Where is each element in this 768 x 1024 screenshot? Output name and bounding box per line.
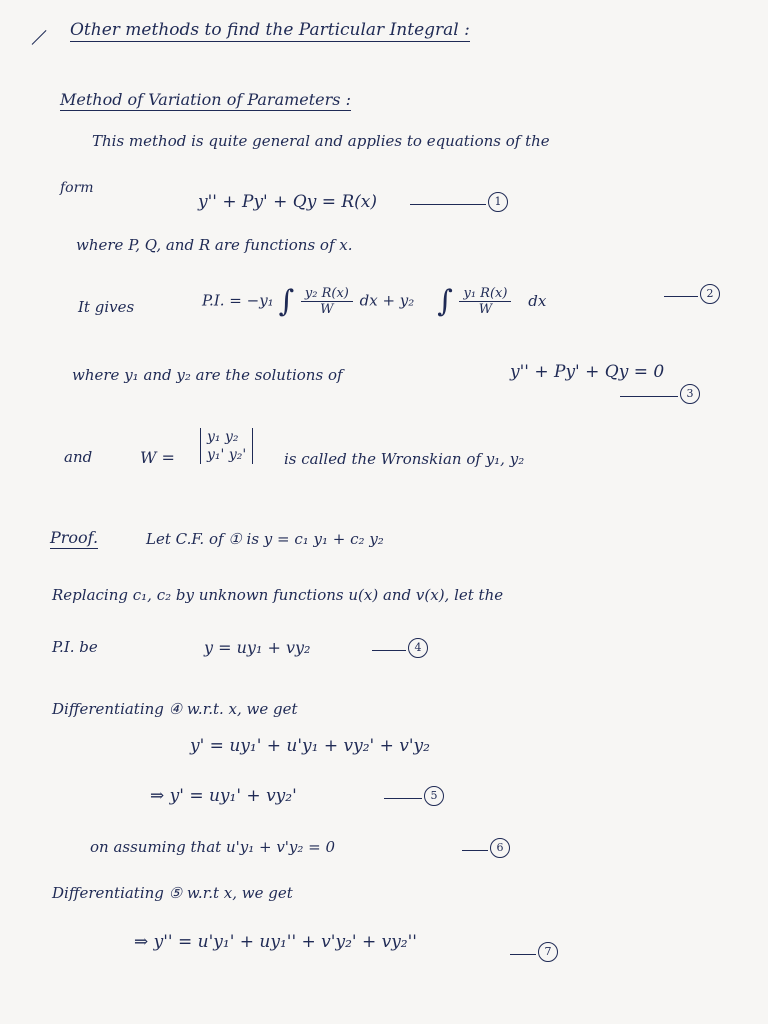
integral-sign-2: ∫ <box>437 284 453 319</box>
equation-5: ⇒ y' = uy₁' + vy₂' <box>150 786 297 806</box>
proof-line: Let C.F. of ① is y = c₁ y₁ + c₂ y₂ <box>146 530 384 548</box>
equation-6-number: 6 <box>490 838 510 858</box>
w-label: W = <box>140 448 175 467</box>
dx-plus-y2: dx + y₂ <box>359 291 415 310</box>
differentiating-line-1: Differentiating ④ w.r.t. x, we get <box>52 700 298 718</box>
where-line-2: where y₁ and y₂ are the solutions of <box>72 366 343 384</box>
equation-7: ⇒ y'' = u'y₁' + uy₁'' + v'y₂' + vy₂'' <box>134 932 417 952</box>
equation-7-number: 7 <box>538 942 558 962</box>
equation-1: y'' + Py' + Qy = R(x) <box>198 192 378 212</box>
equation-2-number: 2 <box>700 284 720 304</box>
and-label: and <box>64 448 93 466</box>
page-title-text: Other methods to find the Particular Integral : <box>70 20 470 40</box>
equation-6-dash <box>462 850 488 851</box>
where-line-1: where P, Q, and R are functions of x. <box>76 236 353 254</box>
equation-4-dash <box>372 650 406 651</box>
equation-3: y'' + Py' + Qy = 0 <box>510 362 665 382</box>
assuming-line: on assuming that u'y₁ + v'y₂ = 0 <box>90 838 336 856</box>
section-heading-text: Method of Variation of Parameters : <box>60 90 351 109</box>
determinant-row-1: y₁ y₂ <box>207 429 239 445</box>
equation-2-dash <box>664 296 698 297</box>
wronskian-determinant <box>200 428 253 464</box>
page-title <box>70 20 470 40</box>
equation-4-number: 4 <box>408 638 428 658</box>
equation-4: y = uy₁ + vy₂ <box>204 638 311 657</box>
wronskian-text: is called the Wronskian of y₁, y₂ <box>284 450 525 468</box>
equation-1-dash <box>410 204 486 205</box>
section-heading <box>60 90 351 109</box>
fraction-2 <box>459 286 511 317</box>
equation-3-number: 3 <box>680 384 700 404</box>
equation-3-dash <box>620 396 678 397</box>
equation-5-dash <box>384 798 422 799</box>
differentiating-line-2: Differentiating ⑤ w.r.t x, we get <box>52 884 293 902</box>
y-prime-full: y' = uy₁' + u'y₁ + vy₂' + v'y₂ <box>190 736 430 756</box>
pi-formula <box>202 284 546 319</box>
replacing-line: Replacing c₁, c₂ by unknown functions u(x) and v(x), let the <box>52 586 504 604</box>
fraction-1 <box>301 286 353 317</box>
fraction-1-denominator: W <box>320 302 334 317</box>
intro-form-word: form <box>60 180 94 196</box>
proof-label-text: Proof. <box>50 528 99 547</box>
equation-1-number: 1 <box>488 192 508 212</box>
fraction-2-denominator: W <box>478 302 493 317</box>
equation-5-number: 5 <box>424 786 444 806</box>
fraction-2-numerator: y₁ R(x) <box>459 286 511 302</box>
it-gives-label: It gives <box>78 298 135 316</box>
pen-tick-mark <box>32 30 47 45</box>
dx-label: dx <box>528 291 547 310</box>
equation-7-dash <box>510 954 536 955</box>
pi-lhs: P.I. = −y₁ <box>202 291 274 310</box>
determinant <box>200 428 253 464</box>
integral-sign-1: ∫ <box>278 284 295 319</box>
fraction-1-numerator: y₂ R(x) <box>301 286 353 302</box>
determinant-row-2: y₁' y₂' <box>207 447 247 463</box>
intro-line: This method is quite general and applies to equations of the <box>92 132 550 150</box>
proof-label <box>50 528 98 547</box>
pi-be-label: P.I. be <box>52 638 98 656</box>
